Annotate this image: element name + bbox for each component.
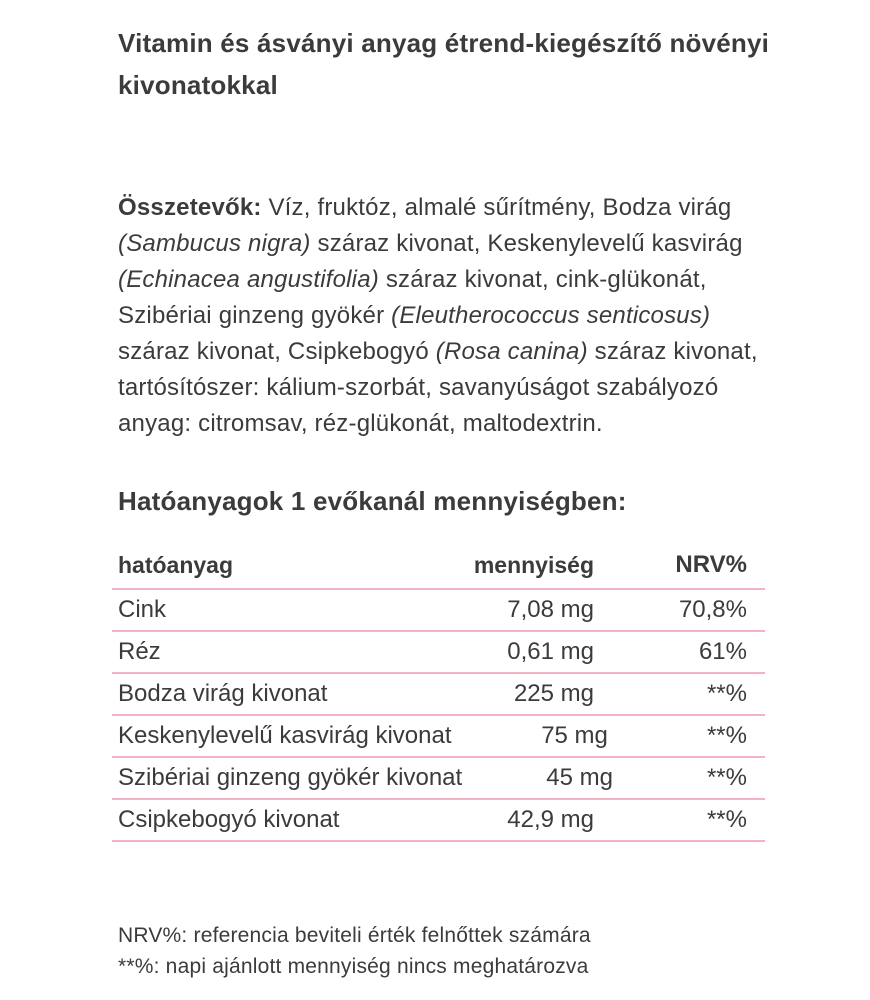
column-header-nrv: NRV%	[675, 551, 747, 578]
text-run: száraz kivonat, tartósítószer: kálium-szorbát, savanyúságot szabályozó anyag: citromsav, réz-glükonát, maltodextrin.	[118, 338, 758, 437]
nrv-cell: 70,8%	[678, 596, 747, 623]
footnote-nrv: NRV%: referencia beviteli érték felnőttek számára	[118, 924, 591, 947]
text-run: száraz kivonat, cink-glükonát, Szibériai ginzeng gyökér	[118, 266, 707, 329]
actives-table	[112, 546, 765, 842]
table-row	[112, 632, 765, 674]
text-run: (Echinacea angustifolia)	[118, 266, 379, 293]
footnote-asterisk: **%: napi ajánlott mennyiség nincs meghatározva	[118, 955, 589, 978]
text-run: (Rosa canina)	[435, 338, 588, 365]
ingredient-name-cell: Szibériai ginzeng gyökér kivonat	[118, 764, 463, 791]
table-row	[112, 758, 765, 800]
table-row	[112, 716, 765, 758]
nrv-cell: **%	[706, 764, 747, 791]
nrv-cell: **%	[706, 722, 747, 749]
ingredient-name-cell: Keskenylevelű kasvirág kivonat	[118, 722, 452, 749]
amount-cell: 7,08 mg	[507, 596, 594, 623]
table-row	[112, 800, 765, 842]
text-run: (Sambucus nigra)	[118, 230, 311, 257]
amount-cell: 45 mg	[546, 764, 613, 791]
actives-heading: Hatóanyagok 1 evőkanál mennyiségben:	[118, 486, 627, 516]
amount-cell: 0,61 mg	[507, 638, 594, 665]
ingredient-name-cell: Csipkebogyó kivonat	[118, 806, 340, 833]
ingredient-name-cell: Bodza virág kivonat	[118, 680, 328, 707]
column-header-amount: mennyiség	[473, 552, 594, 578]
table-row	[112, 674, 765, 716]
text-run: (Eleutherococcus senticosus)	[391, 302, 711, 329]
column-header-ingredient: hatóanyag	[118, 552, 234, 578]
text-run: száraz kivonat, Csipkebogyó	[118, 338, 436, 365]
nrv-cell: **%	[706, 806, 747, 833]
ingredients-paragraph	[118, 190, 778, 442]
footnotes	[118, 920, 780, 982]
text-run: Összetevők:	[118, 194, 269, 221]
amount-cell: 225 mg	[513, 680, 594, 707]
table-row	[112, 590, 765, 632]
amount-cell: 75 mg	[541, 722, 608, 749]
page-title: Vitamin és ásványi anyag étrend-kiegészítő növényi kivonatokkal	[118, 28, 770, 100]
nrv-cell: **%	[706, 680, 747, 707]
text-run: Víz, fruktóz, almalé sűrítmény, Bodza virág	[268, 194, 732, 221]
amount-cell: 42,9 mg	[507, 806, 594, 833]
ingredient-name-cell: Réz	[118, 638, 161, 665]
text-run: száraz kivonat, Keskenylevelű kasvirág	[310, 230, 743, 257]
table-header-row	[112, 546, 765, 590]
ingredient-name-cell: Cink	[118, 596, 167, 623]
nrv-cell: 61%	[698, 638, 747, 665]
